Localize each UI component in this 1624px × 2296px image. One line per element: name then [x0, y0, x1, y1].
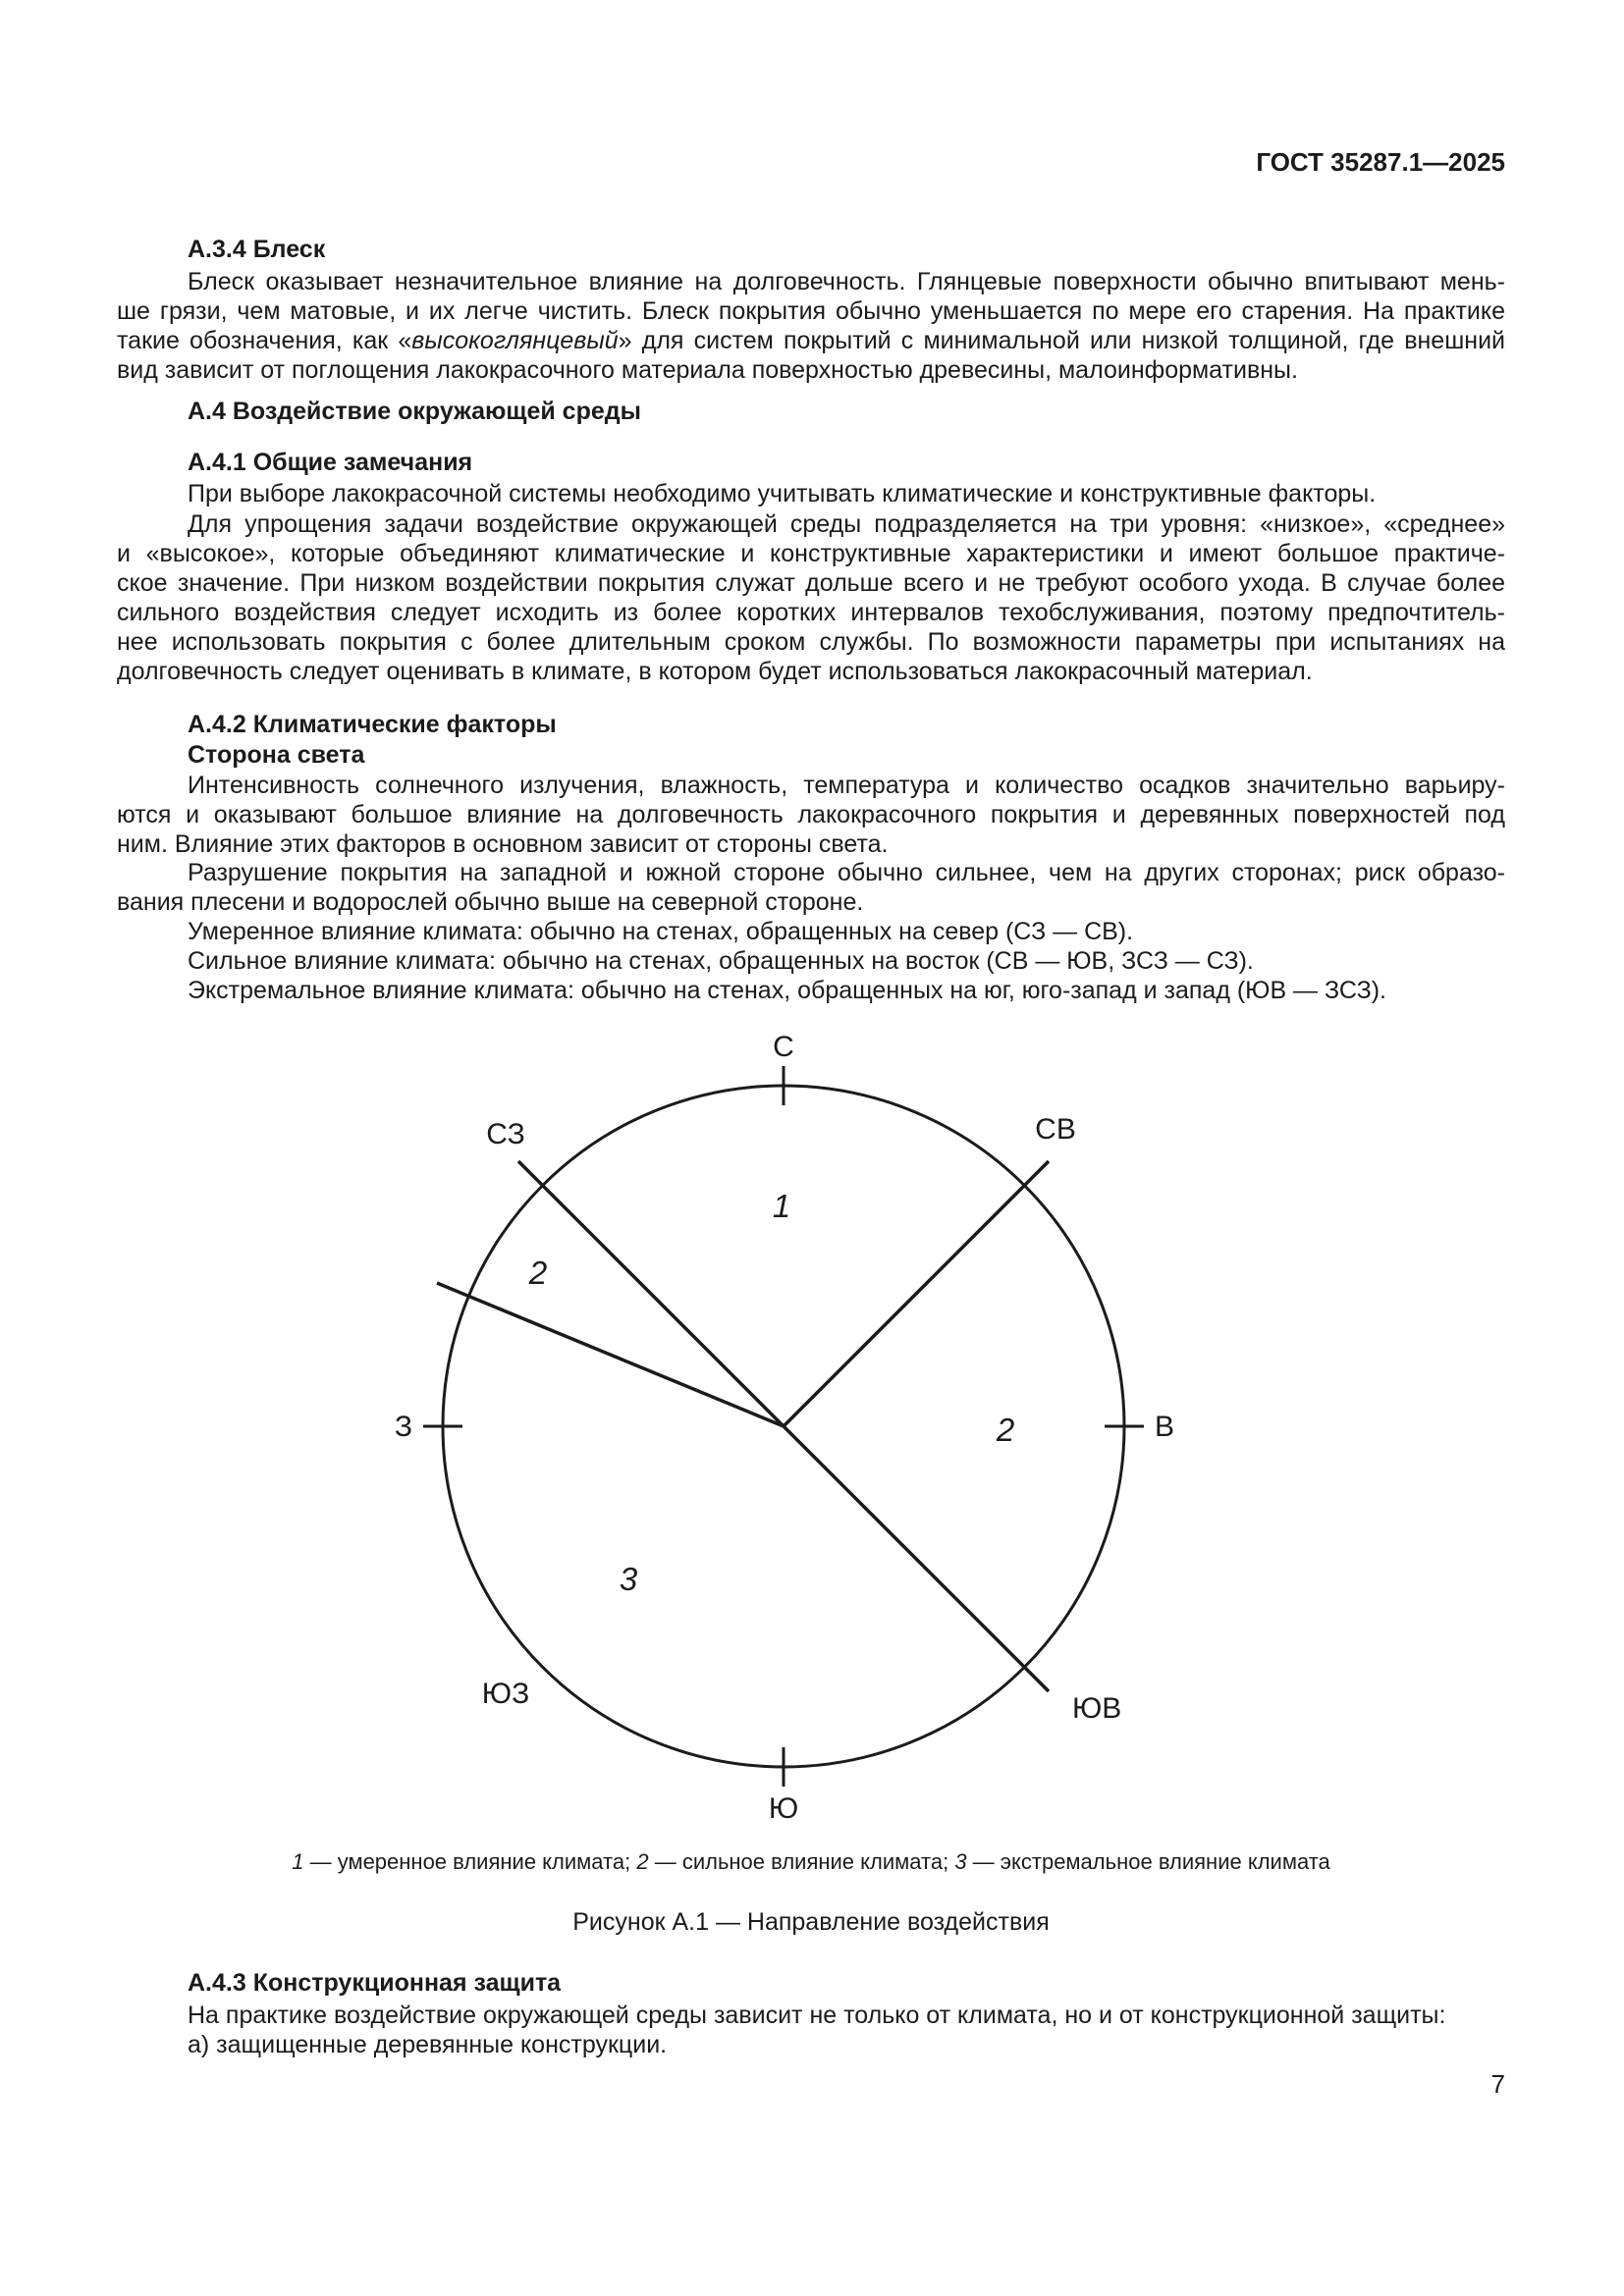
text-line: долговечность следует оценивать в климате, в котором будет использоваться лакокрасочный материал. [117, 658, 1313, 685]
text-line: ше грязи, чем матовые, и их легче чистить. Блеск покрытия обычно уменьшается по мере его старения. На практике [117, 297, 1505, 325]
figure-caption: Рисунок А.1 — Направление воздействия [572, 1908, 1050, 1936]
legend-key-2: 2 [636, 1849, 649, 1874]
text-line: Разрушение покрытия на западной и южной стороне обычно сильнее, чем на других сторонах; риск образо- [188, 859, 1505, 886]
zone-3-label: 3 [619, 1561, 638, 1597]
text-line: вид зависит от поглощения лакокрасочного материала поверхностью древесины, малоинформативны. [117, 356, 1298, 384]
paragraph-strong-climate: Сильное влияние климата: обычно на стенах, обращенных на восток (СВ — ЮВ, ЗСЗ — СЗ). [188, 947, 1254, 975]
heading-a34: А.3.4 Блеск [188, 236, 326, 263]
figure-legend [117, 1849, 1505, 1875]
text-line: ское значение. При низком воздействии покрытия служат дольше всего и не требуют особого ухода. В случае более [117, 569, 1505, 597]
label-northwest: СЗ [486, 1118, 525, 1150]
label-southwest: ЮЗ [481, 1678, 530, 1710]
standard-designation: ГОСТ 35287.1—2025 [1256, 147, 1505, 177]
legend-text-1: — умеренное влияние климата; [303, 1849, 637, 1874]
label-north: С [773, 1031, 794, 1063]
text-line: и «высокое», которые объединяют климатические и конструктивные характеристики и имеют большое практиче- [117, 540, 1505, 567]
sector-line-nw [518, 1161, 784, 1426]
sector-line-ne [784, 1161, 1049, 1426]
zone-2-right-label: 2 [996, 1412, 1015, 1448]
label-west: З [394, 1411, 412, 1443]
label-northeast: СВ [1035, 1113, 1076, 1146]
sector-line-se [784, 1426, 1049, 1691]
text-line: нее использовать покрытия с более длительным сроком службы. По возможности параметры при испытаниях на [117, 628, 1505, 656]
paragraph-choice: При выборе лакокрасочной системы необходимо учитывать климатические и конструктивные факторы. [188, 480, 1377, 507]
text-line-with-italic [117, 326, 1505, 355]
label-east: В [1155, 1411, 1175, 1443]
heading-a43: А.4.3 Конструкционная защита [188, 1969, 562, 1997]
legend-key-3: 3 [954, 1849, 967, 1874]
legend-key-1: 1 [292, 1849, 304, 1874]
text-line: ются и оказывают большое влияние на долговечность лакокрасочного покрытия и деревянных поверхностей под [117, 801, 1505, 828]
paragraph-gloss [117, 267, 1505, 385]
paragraph-practice: На практике воздействие окружающей среды зависит не только от климата, но и от конструкционной защиты: [188, 2002, 1446, 2029]
label-southeast: ЮВ [1072, 1692, 1122, 1725]
heading-storona-sveta: Сторона света [188, 741, 365, 769]
paragraph-intensity [117, 771, 1505, 859]
label-south: Ю [768, 1792, 799, 1825]
text-line: ним. Влияние этих факторов в основном зависит от стороны света. [117, 830, 889, 858]
text-line: сильного воздействия следует исходить из более коротких интервалов техобслуживания, поэтому предпочтитель- [117, 599, 1505, 626]
text-line: Для упрощения задачи воздействие окружающей среды подразделяется на три уровня: «низкое», «среднее» [188, 510, 1505, 538]
legend-text-2: — сильное влияние климата; [648, 1849, 955, 1874]
zone-1-label: 1 [772, 1188, 791, 1224]
italic-term: высокоглянцевый [411, 327, 619, 354]
paragraph-levels [117, 509, 1505, 686]
text-run: такие обозначения, как « [117, 327, 412, 354]
heading-a4: А.4 Воздействие окружающей среды [188, 398, 641, 425]
sector-line-wnw [437, 1283, 784, 1426]
page-number: 7 [1490, 2069, 1505, 2099]
text-line: Блеск оказывает незначительное влияние на долговечность. Глянцевые поверхности обычно впитывают мень- [188, 268, 1505, 295]
zone-2-left-label: 2 [528, 1255, 548, 1291]
paragraph-moderate-climate: Умеренное влияние климата: обычно на стенах, обращенных на север (СЗ — СВ). [188, 918, 1134, 945]
paragraph-destruction [117, 858, 1505, 917]
paragraph-extreme-climate: Экстремальное влияние климата: обычно на стенах, обращенных на юг, юго-запад и запад (ЮВ — ЗСЗ). [188, 977, 1386, 1004]
paragraph-protected-structures: а) защищенные деревянные конструкции. [188, 2031, 668, 2058]
text-line: Интенсивность солнечного излучения, влажность, температура и количество осадков значительно варьиру- [188, 772, 1505, 799]
figure-compass-diagram [324, 1021, 1257, 1836]
text-run: » для систем покрытий с минимальной или низкой толщиной, где внешний [618, 327, 1505, 354]
text-line: вания плесени и водорослей обычно выше на северной стороне. [117, 888, 864, 916]
legend-text-3: — экстремальное влияние климата [966, 1849, 1330, 1874]
heading-a41: А.4.1 Общие замечания [188, 449, 473, 476]
heading-a42: А.4.2 Климатические факторы [188, 711, 557, 738]
